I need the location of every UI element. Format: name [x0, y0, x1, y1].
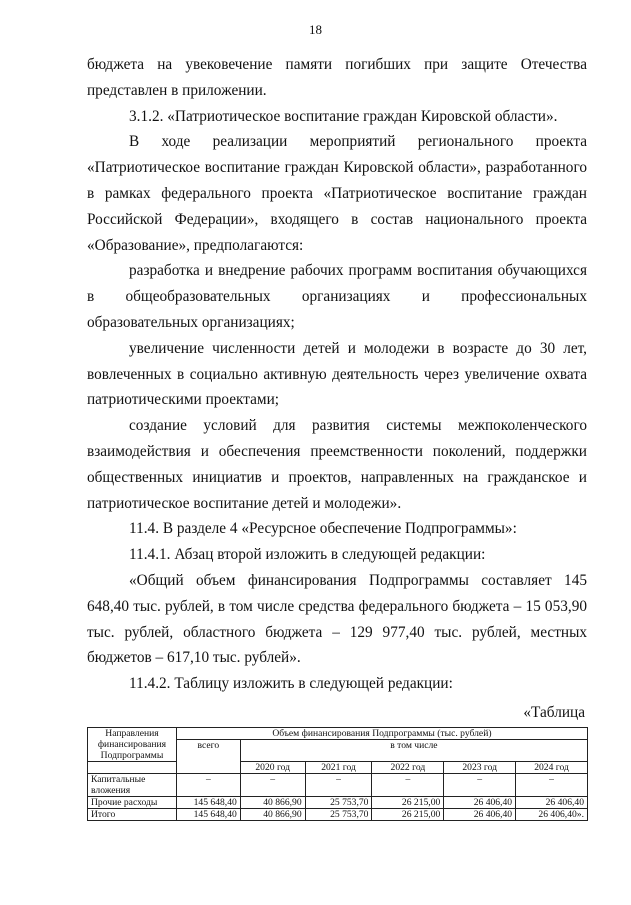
- paragraph: 11.4. В разделе 4 «Ресурсное обеспечение Подпрограммы»:: [129, 520, 517, 538]
- table-row: [88, 797, 588, 809]
- row-value: 26 215,00: [372, 809, 444, 821]
- paragraph: увеличение численности детей и молодежи в возрасте до 30 лет, вовлеченных в социально активную деятельность через увеличение охвата патриотическими проектами;: [87, 339, 587, 409]
- row-value: 26 406,40».: [516, 809, 588, 821]
- row-value: –: [305, 774, 372, 797]
- table-header-row: [88, 728, 588, 740]
- row-value: –: [444, 774, 516, 797]
- row-value: 26 215,00: [372, 797, 444, 809]
- row-header-cell: Направления финансирования Подпрограммы: [88, 728, 177, 762]
- document-body: [87, 52, 587, 697]
- group-header-cell: Объем финансирования Подпрограммы (тыс. рублей): [176, 728, 587, 740]
- empty-cell: [88, 762, 177, 774]
- row-value: –: [516, 774, 588, 797]
- row-total: 145 648,40: [176, 797, 240, 809]
- row-value: –: [240, 774, 305, 797]
- year-header: 2022 год: [372, 762, 444, 774]
- row-value: –: [372, 774, 444, 797]
- subheader-cell: в том числе: [240, 740, 587, 762]
- year-header: 2023 год: [444, 762, 516, 774]
- row-label: Прочие расходы: [88, 797, 177, 809]
- total-header-cell: всего: [176, 740, 240, 774]
- row-value: 40 866,90: [240, 797, 305, 809]
- row-total: 145 648,40: [176, 809, 240, 821]
- year-header: 2024 год: [516, 762, 588, 774]
- page-number: 18: [309, 22, 322, 37]
- paragraph: разработка и внедрение рабочих программ воспитания обучающихся в общеобразовательных организациях и профессиональных образовательных организациях;: [87, 262, 587, 331]
- row-label: Капитальные вложения: [88, 774, 177, 797]
- paragraph: создание условий для развития системы межпоколенческого взаимодействия и обеспечения преемственности поколений, поддержки общественных инициатив и проектов, направленных на гражданское и патриотическое воспитание детей и молодежи».: [87, 417, 587, 512]
- table-row: [88, 809, 588, 821]
- paragraph: бюджета на увековечение памяти погибших при защите Отечества представлен в приложении.: [87, 56, 587, 99]
- financing-table: [87, 727, 588, 821]
- paragraph: В ходе реализации мероприятий регионального проекта «Патриотическое воспитание граждан Кировской области», разработанного в рамках федерального проекта «Патриотическое воспитание граждан Российской Федерации», входящего в состав национального проекта «Образование», предполагаются:: [87, 133, 587, 254]
- table-row: [88, 774, 588, 797]
- row-value: 25 753,70: [305, 797, 372, 809]
- row-label: Итого: [88, 809, 177, 821]
- year-header: 2020 год: [240, 762, 305, 774]
- row-value: 26 406,40: [444, 809, 516, 821]
- table-caption: «Таблица: [523, 704, 585, 721]
- paragraph: 11.4.1. Абзац второй изложить в следующей редакции:: [129, 546, 486, 564]
- row-value: 25 753,70: [305, 809, 372, 821]
- paragraph: 3.1.2. «Патриотическое воспитание граждан Кировской области».: [129, 107, 558, 125]
- paragraph: 11.4.2. Таблицу изложить в следующей редакции:: [129, 675, 453, 693]
- year-header: 2021 год: [305, 762, 372, 774]
- paragraph: «Общий объем финансирования Подпрограммы составляет 145 648,40 тыс. рублей, в том числе средства федерального бюджета – 15 053,90 тыс. рублей, областного бюджета – 129 977,40 тыс. рублей, местных бюджетов – 617,10 тыс. рублей».: [87, 571, 587, 667]
- row-value: 26 406,40: [516, 797, 588, 809]
- table-years-row: [88, 762, 588, 774]
- row-value: 26 406,40: [444, 797, 516, 809]
- row-value: 40 866,90: [240, 809, 305, 821]
- row-total: –: [176, 774, 240, 797]
